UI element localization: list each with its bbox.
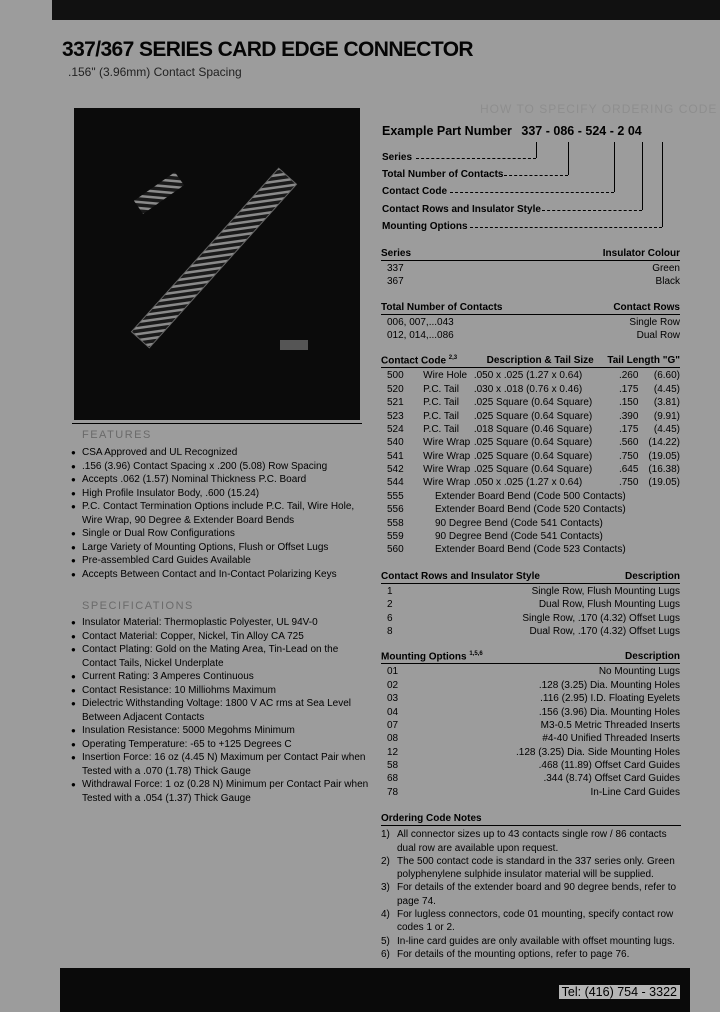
specifications-heading: SPECIFICATIONS	[82, 600, 194, 612]
part-rows: 2	[617, 124, 625, 138]
table-row: 542 Wire Wrap .025 Square (0.64 Square) .645 (16.38)	[387, 464, 680, 476]
table-row: 544 Wire Wrap .050 x .025 (1.27 x 0.64) .750 (19.05)	[387, 477, 680, 489]
feature-item: ● Pre-assembled Card Guides Available	[70, 554, 370, 568]
part-series: 337	[521, 124, 543, 138]
mounting-options-table: Mounting Options $^{1,5,6}$ Description 01 No Mounting Lugs 02 .128 (3.25) Dia. Mounting Holes 03 .116 (2.95) I.D. Floating Eyelets 04 .156 (3.96) Dia. Mounting Holes 07 M3-0.5 Metric Threaded Inserts 08 #4-40 Unified Threaded Inserts 12 .128 (3.25) Dia. Side Mounting Holes 58 .468 (11.89) Offset Card Guides 68 .344 (8.74) Offset Card Guides 78 In-Line Card Guides	[381, 651, 680, 798]
part-contacts: 086	[553, 124, 575, 138]
table-row: 03 .116 (2.95) I.D. Floating Eyelets	[387, 693, 680, 705]
leader-v3	[614, 142, 615, 192]
table-row: 560 Extender Board Bend (Code 523 Contacts)	[387, 544, 626, 556]
feature-item: ● Accepts .062 (1.57) Nominal Thickness P.C. Board	[70, 473, 370, 487]
leader-v2	[568, 142, 569, 175]
table-row: 12 .128 (3.25) Dia. Side Mounting Holes	[387, 746, 680, 758]
leader-rows	[542, 210, 642, 211]
spec-item: ● Insulator Material: Thermoplastic Polyester, UL 94V-0	[70, 616, 370, 630]
spec-item: ● Contact Material: Copper, Nickel, Tin Alloy CA 725	[70, 630, 370, 644]
features-list	[70, 446, 370, 581]
note-item: 2) The 500 contact code is standard in the 337 series only. Green polyphenylene sulphide insulator material will be supplied.	[381, 855, 675, 881]
leader-contact-code	[450, 192, 614, 193]
part-mounting: 04	[627, 124, 642, 138]
spec-item: ● Contact Plating: Gold on the Mating Area, Tin-Lead on the Contact Tails, Nickel Underplate	[70, 643, 370, 670]
feature-item: ● .156 (3.96) Contact Spacing x .200 (5.08) Row Spacing	[70, 460, 370, 474]
note-item: 1) All connector sizes up to 43 contacts single row / 86 contacts dual row are available upon request.	[381, 829, 667, 854]
ordering-code-heading: HOW TO SPECIFY ORDERING CODE	[480, 102, 718, 116]
spec-item: ● Current Rating: 3 Amperes Continuous	[70, 670, 370, 684]
table-row: 337 Green	[387, 263, 680, 274]
spec-item: ● Withdrawal Force: 1 oz (0.28 N) Minimum per Contact Pair when Tested with a .054 (1.37) Thick Gauge	[70, 778, 370, 805]
spec-item: ● Operating Temperature: -65 to +125 Degrees C	[70, 738, 370, 752]
telephone: Tel: (416) 754 - 3322	[559, 985, 680, 999]
table-row: 520 P.C. Tail .030 x .018 (0.76 x 0.46) .175 (4.45)	[387, 383, 680, 395]
feature-item: ● CSA Approved and UL Recognized	[70, 446, 370, 460]
rows-style-table: Contact Rows and Insulator Style Description 1 Single Row, Flush Mounting Lugs 2 Dual Row, Flush Mounting Lugs 6 Single Row, .170 (4.32) Offset Lugs 8 Dual Row, .170 (4.32) Offset Lugs	[381, 571, 680, 638]
label-series: Series	[382, 152, 413, 163]
table-row: 1 Single Row, Flush Mounting Lugs	[387, 586, 680, 597]
leader-contacts	[504, 175, 568, 176]
label-contact-code: Contact Code	[382, 186, 447, 197]
contacts-table: Total Number of Contacts Contact Rows 006, 007,...043 Single Row 012, 014,...086 Dual Row	[381, 302, 680, 342]
table-row: 01 No Mounting Lugs	[387, 666, 680, 678]
feature-item: ● Large Variety of Mounting Options, Flush or Offset Lugs	[70, 541, 370, 555]
table-row: 367 Black	[387, 276, 680, 288]
note-item: 5) In-line card guides are only available with offset mounting lugs.	[381, 935, 675, 947]
table-row: 540 Wire Wrap .025 Square (0.64 Square) .560 (14.22)	[387, 437, 680, 449]
table-row: 04 .156 (3.96) Dia. Mounting Holes	[387, 706, 680, 718]
table-row: 555 Extender Board Bend (Code 500 Contacts)	[387, 490, 626, 502]
features-heading: FEATURES	[82, 429, 152, 441]
table-row: 78 In-Line Card Guides	[387, 786, 680, 798]
leader-v1	[536, 142, 537, 158]
part-sep: -	[577, 124, 582, 138]
spec-item: ● Insertion Force: 16 oz (4.45 N) Maximum per Contact Pair when Tested with a .070 (1.78) Thick Gauge	[70, 751, 370, 778]
table-row: 8 Dual Row, .170 (4.32) Offset Lugs	[387, 626, 680, 638]
table-row: 08 #4-40 Unified Threaded Inserts	[387, 733, 680, 745]
ordering-notes	[381, 812, 681, 961]
label-total-contacts: Total Number of Contacts	[382, 169, 504, 180]
table-row: 006, 007,...043 Single Row	[387, 317, 680, 328]
table-row: 523 P.C. Tail .025 Square (0.64 Square) .390 (9.91)	[387, 410, 680, 422]
connector-photo	[74, 108, 360, 420]
table-row: 521 P.C. Tail .025 Square (0.64 Square) .150 (3.81)	[387, 397, 680, 409]
feature-item: ● P.C. Contact Termination Options include P.C. Tail, Wire Hole, Wire Wrap, 90 Degree & Extender Board Bends	[70, 500, 370, 527]
table-row: 558 90 Degree Bend (Code 541 Contacts)	[387, 517, 603, 529]
note-item: 3) For details of the extender board and 90 degree bends, refer to page 74.	[381, 882, 677, 907]
notes-heading: Ordering Code Notes	[381, 812, 681, 826]
note-item: 6) For details of the mounting options, refer to page 76.	[381, 948, 630, 960]
feature-item: ● Single or Dual Row Configurations	[70, 527, 370, 541]
left-divider	[72, 423, 362, 424]
colour-head: Insulator Colour	[602, 248, 680, 259]
spec-item: ● Insulation Resistance: 5000 Megohms Minimum	[70, 724, 370, 738]
part-sep: -	[545, 124, 550, 138]
note-item: 4) For lugless connectors, code 01 mounting, specify contact row codes 1 or 2.	[381, 909, 674, 934]
part-sep: -	[609, 124, 614, 138]
table-row: 500 Wire Hole .050 x .025 (1.27 x 0.64) .260 (6.60)	[387, 370, 680, 382]
leader-v5	[662, 142, 663, 227]
part-contact-code: 524	[585, 124, 607, 138]
leader-series	[416, 158, 536, 159]
table-row: 524 P.C. Tail .018 Square (0.46 Square) .175 (4.45)	[387, 423, 680, 435]
spec-item: ● Contact Resistance: 10 Milliohms Maximum	[70, 684, 370, 698]
table-row: 07 M3-0.5 Metric Threaded Inserts	[387, 719, 680, 731]
leader-v4	[642, 142, 643, 210]
table-row: 559 90 Degree Bend (Code 541 Contacts)	[387, 531, 603, 543]
table-row: 556 Extender Board Bend (Code 520 Contacts)	[387, 504, 626, 516]
specifications-list	[70, 616, 370, 805]
feature-item: ● High Profile Insulator Body, .600 (15.24)	[70, 487, 370, 501]
leader-mounting	[470, 227, 662, 228]
table-row: 58 .468 (11.89) Offset Card Guides	[387, 760, 680, 772]
spec-item: ● Dielectric Withstanding Voltage: 1800 V AC rms at Sea Level Between Adjacent Contacts	[70, 697, 370, 724]
label-mounting: Mounting Options	[382, 221, 468, 232]
table-row: 02 .128 (3.25) Dia. Mounting Holes	[387, 679, 680, 691]
page-title: 337/367 SERIES CARD EDGE CONNECTOR	[62, 38, 474, 61]
table-row: 012, 014,...086 Dual Row	[387, 330, 680, 342]
label-rows-style: Contact Rows and Insulator Style	[382, 204, 541, 215]
feature-item: ● Accepts Between Contact and In-Contact Polarizing Keys	[70, 568, 370, 582]
top-strip	[52, 0, 720, 20]
series-table	[381, 248, 680, 289]
table-row: 6 Single Row, .170 (4.32) Offset Lugs	[387, 612, 680, 624]
example-part-number	[382, 124, 642, 138]
contact-code-table: Contact Code $^{2,3}$ Description & Tail Size Tail Length "G" 500 Wire Hole .050 x .025 (1.27 x 0.64) .260 (6.60) 520 P.C. Tail .030 x .018 (0.76 x 0.46) .175 (4.45) 521 P.C. Tail .025 Square (0.64 Square) .150 (3.81) 523 P.C. Tail .025 Square (0.64 Square) .390 (9.91) 524 P.C. Tail .018 Square (0.46 Square) .175 (4.45) 540 Wire Wrap .025 Square (0.64 Square) .560 (14.22) 541 Wire Wrap .025 Square (0.64 Square) .750 (19.05) 542 Wire Wrap .025 Square (0.64 Square) .645 (16.38) 544 Wire Wrap .050 x .025 (1.27 x 0.64) .750 (19.05) 555 Extender Board Bend (Code 500 Contacts) 556 Extender Board Bend (Code 520 Contacts) 558 90 Degree Bend (Code 541 Contacts) 559 90 Degree Bend (Code 541 Contacts) 560 Extender Board Bend (Code 523 Contacts)	[381, 355, 680, 556]
table-row: 68 .344 (8.74) Offset Card Guides	[387, 773, 680, 785]
series-head: Series	[381, 248, 412, 259]
page-subtitle: .156" (3.96mm) Contact Spacing	[68, 65, 242, 79]
table-row: 2 Dual Row, Flush Mounting Lugs	[387, 599, 680, 611]
table-row: 541 Wire Wrap .025 Square (0.64 Square) .750 (19.05)	[387, 450, 680, 462]
example-label: Example Part Number	[382, 124, 512, 138]
